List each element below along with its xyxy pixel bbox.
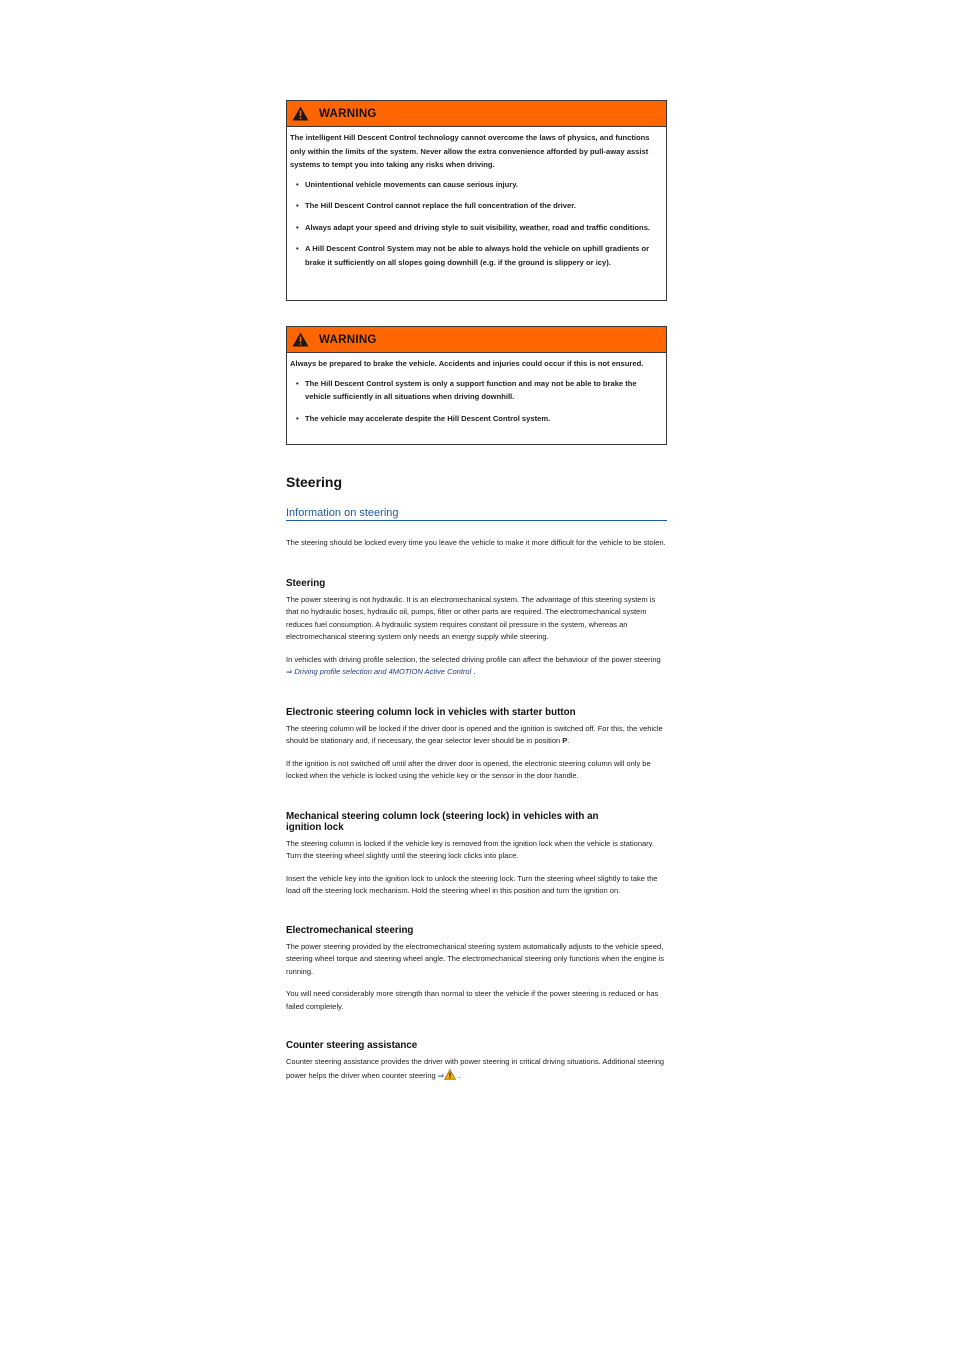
text-span: Counter steering assistance provides the driver with power steering in critical driving situations. Additional steering power helps the driver when counter steering <box>286 1057 665 1080</box>
warning-item: • The vehicle may accelerate despite the Hill Descent Control system. <box>290 412 660 426</box>
steering-paragraph-1: The power steering is not hydraulic. It is an electromechanical system. The advantage of this steering system is that no hydraulic hoses, hydraulic oil, pumps, filter or other parts are required. The electromechanical system reduces fuel consumption. A hydraulic system requires constant oil pressure in the system, whereas an electromechanical steering system only needs an energy supply while steering. <box>286 594 656 641</box>
warning-item: • A Hill Descent Control System may not be able to always hold the vehicle on uphill gradients or brake it sufficiently on all slopes going downhill (e.g. if the ground is slippery or icy). <box>290 242 660 269</box>
warning-box-1 <box>286 100 667 301</box>
electronic-lock-paragraph-2: If the ignition is not switched off until after the driver door is opened, the electronic steering column will only be locked when the vehicle is locked using the vehicle key or the sensor in the door handle. <box>286 758 651 780</box>
warning-triangle-icon <box>292 332 309 347</box>
subsection-title: Information on steering <box>286 507 667 521</box>
steering-paragraph-2 <box>286 654 667 679</box>
counter-steering-paragraph <box>286 1056 667 1082</box>
warning-header <box>287 327 666 353</box>
driving-profile-link[interactable]: ⇒ Driving profile selection and 4MOTION Active Control <box>286 667 472 676</box>
warning-triangle-icon <box>292 106 309 121</box>
text-span: In vehicles with driving profile selection, the selected driving profile can affect the behaviour of the power steering <box>286 654 661 664</box>
electromechanical-paragraph-2: You will need considerably more strength than normal to steer the vehicle if the power steering is reduced or has failed completely. <box>286 989 659 1011</box>
warning-header <box>287 101 666 127</box>
warning-title: WARNING <box>319 107 377 120</box>
warning-body <box>287 127 666 274</box>
warning-item: • Unintentional vehicle movements can cause serious injury. <box>290 178 660 192</box>
warning-item: • Always adapt your speed and driving style to suit visibility, weather, road and traffic conditions. <box>290 221 660 235</box>
arrow-text: ⇒ <box>437 1070 445 1080</box>
mechanical-lock-paragraph-2: Insert the vehicle key into the ignition lock to unlock the steering lock. Turn the steering wheel slightly to take the load off the steering lock mechanism. Hold the steering wheel in this position and turn the ignition on. <box>286 873 658 895</box>
electronic-lock-paragraph-1 <box>286 723 667 748</box>
warning-list <box>290 377 660 426</box>
gear-position-p: P <box>562 736 568 745</box>
electromechanical-paragraph-1: The power steering provided by the electromechanical steering system automatically adjusts to the vehicle speed, steering wheel torque and steering wheel angle. The electromechanical steering only functions when the engine is running. <box>286 941 665 976</box>
warning-triangle-icon <box>444 1069 456 1080</box>
steering-heading: Steering <box>286 577 326 589</box>
warning-box-2 <box>286 326 667 445</box>
text-span: . <box>567 736 570 745</box>
warning-body <box>287 353 666 430</box>
warning-reference-link[interactable] <box>438 1071 456 1080</box>
mechanical-lock-paragraph-1: The steering column is locked if the vehicle key is removed from the ignition lock when the vehicle is stationary. Turn the steering wheel slightly until the steering lock clicks into place. <box>286 838 654 860</box>
electronic-lock-heading: Electronic steering column lock in vehicles with starter button <box>286 706 576 718</box>
warning-item: • The Hill Descent Control system is only a support function and may not be able to brake the vehicle sufficiently in all situations when driving downhill. <box>290 377 660 404</box>
text-span: . <box>471 667 476 676</box>
mechanical-lock-heading: Mechanical steering column lock (steering lock) in vehicles with an ignition lock <box>286 810 599 833</box>
warning-list <box>290 178 660 270</box>
intro-paragraph: The steering should be locked every time you leave the vehicle to make it more difficult for the vehicle to be stolen. <box>286 538 666 547</box>
page-content <box>286 100 667 1082</box>
text-span: . <box>456 1070 461 1080</box>
warning-title: WARNING <box>319 333 377 346</box>
warning-intro: Always be prepared to brake the vehicle. Accidents and injuries could occur if this is not ensured. <box>290 359 644 368</box>
warning-item: • The Hill Descent Control cannot replace the full concentration of the driver. <box>290 199 660 213</box>
counter-steering-heading: Counter steering assistance <box>286 1040 418 1051</box>
section-title: Steering <box>286 474 343 490</box>
warning-intro: The intelligent Hill Descent Control technology cannot overcome the laws of physics, and functions only within the limits of the system. Never allow the extra convenience afforded by pull-away assist systems to tempt you into taking any risks when driving. <box>290 133 650 169</box>
text-span: The steering column will be locked if the driver door is opened and the ignition is switched off. For this, the vehicle should be stationary and, if necessary, the gear selector lever should be in position <box>286 723 663 745</box>
electromechanical-heading: Electromechanical steering <box>286 924 414 936</box>
